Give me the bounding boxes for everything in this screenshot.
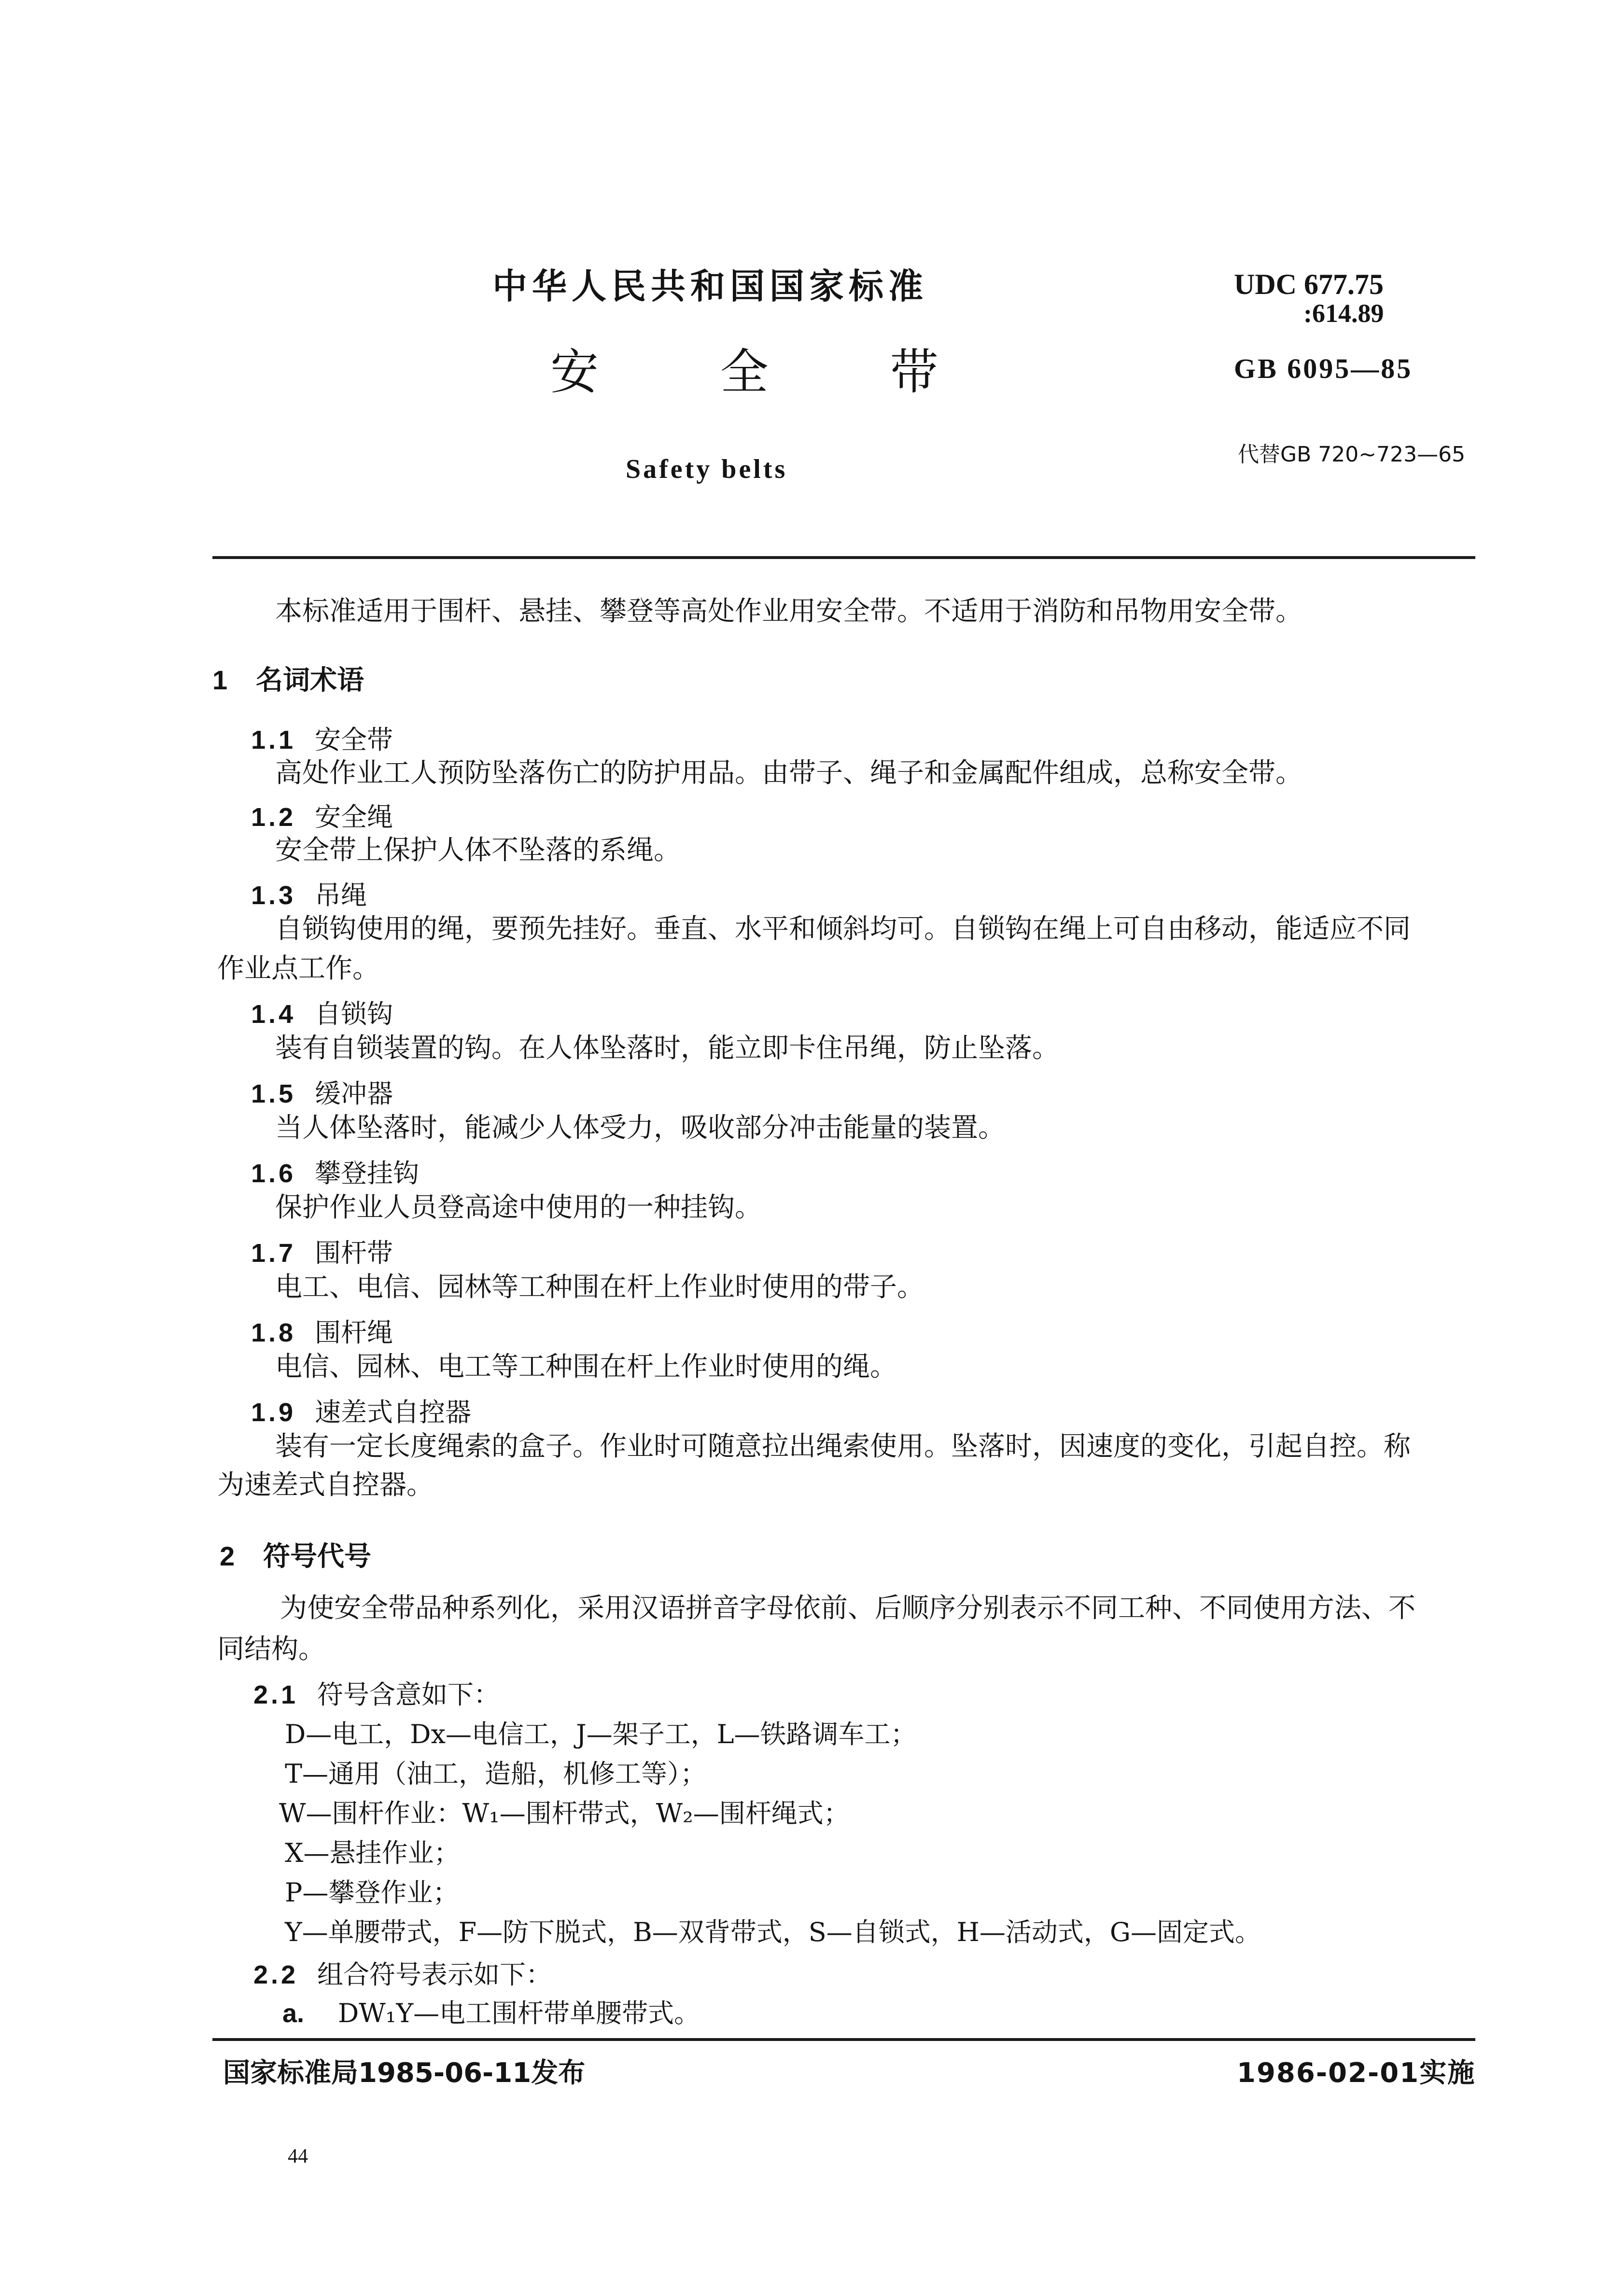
effective-date: 1986-02-01实施	[1237, 2057, 1476, 2089]
udc-code-line2: :614.89	[1303, 299, 1384, 328]
subsection-2-2: 2.2 组合符号表示如下：	[253, 1959, 552, 1990]
udc-code: UDC 677.75	[1234, 268, 1384, 300]
symbol-line-1: D—电工，Dx—电信工，J—架子工，L—铁路调车工；	[285, 1719, 917, 1749]
term-1-1: 1.1 安全带	[251, 725, 393, 755]
term-1-5: 1.5 缓冲器	[251, 1078, 393, 1109]
definition-1-1: 高处作业工人预防坠落伤亡的防护用品。由带子、绳子和金属配件组成，总称安全带。	[275, 757, 1302, 789]
section-2-paragraph-line1: 为使安全带品种系列化，采用汉语拼音字母依前、后顺序分别表示不同工种、不同使用方法、不	[280, 1593, 1415, 1624]
subsection-2-1: 2.1 符号含意如下：	[253, 1679, 500, 1710]
section-number: 2	[220, 1541, 235, 1571]
term-1-2: 1.2 安全绳	[251, 802, 393, 832]
term-1-4: 1.4 自锁钩	[251, 999, 393, 1029]
symbol-line-5: P—攀登作业；	[285, 1877, 459, 1908]
definition-1-6: 保护作业人员登高途中使用的一种挂钩。	[275, 1192, 762, 1223]
gb-code: GB 6095—85	[1234, 353, 1413, 384]
replaces-note: 代替GB 720~723—65	[1238, 442, 1466, 467]
section-1-heading	[212, 659, 364, 698]
definition-1-2: 安全带上保护人体不坠落的系绳。	[275, 835, 681, 866]
definition-1-7: 电工、电信、园林等工种围在杆上作业时使用的带子。	[275, 1272, 924, 1303]
definition-1-5: 当人体坠落时，能减少人体受力，吸收部分冲击能量的装置。	[275, 1112, 1005, 1144]
symbol-line-2: T—通用（油工，造船，机修工等）；	[285, 1759, 707, 1789]
symbol-line-4: X—悬挂作业；	[285, 1838, 460, 1868]
title-en: Safety belts	[626, 454, 788, 484]
title-cn: 安 全 带	[550, 344, 938, 400]
issue-date: 国家标准局1985-06-11发布	[223, 2057, 586, 2089]
definition-1-8: 电信、园林、电工等工种围在杆上作业时使用的绳。	[275, 1351, 897, 1383]
symbol-line-3: W—围杆作业：W₁—围杆带式，W₂—围杆绳式；	[279, 1798, 850, 1829]
section-2-paragraph-line2: 同结构。	[217, 1634, 325, 1665]
definition-1-9-line1: 装有一定长度绳索的盒子。作业时可随意拉出绳索使用。坠落时，因速度的变化，引起自控。称	[275, 1431, 1411, 1462]
definition-1-3-line1: 自锁钩使用的绳，要预先挂好。垂直、水平和倾斜均可。自锁钩在绳上可自由移动，能适应不同	[275, 913, 1411, 945]
section-title: 名词术语	[256, 665, 364, 696]
symbol-line-6: Y—单腰带式，F—防下脱式，B—双背带式，S—自锁式，H—活动式，G—固定式。	[285, 1917, 1261, 1947]
term-1-3: 1.3 吊绳	[251, 880, 367, 910]
page-number: 44	[288, 2145, 308, 2167]
definition-1-3-line2: 作业点工作。	[217, 953, 379, 984]
section-number: 1	[212, 665, 228, 695]
combination-item-a: a. DW₁Y—电工围杆带单腰带式。	[282, 1998, 700, 2028]
definition-1-9-line2: 为速差式自控器。	[217, 1469, 434, 1501]
term-1-8: 1.8 围杆绳	[251, 1317, 393, 1348]
term-1-9: 1.9 速差式自控器	[251, 1397, 471, 1427]
section-title: 符号代号	[263, 1541, 371, 1572]
intro-paragraph: 本标准适用于围杆、悬挂、攀登等高处作业用安全带。不适用于消防和吊物用安全带。	[275, 596, 1302, 627]
definition-1-4: 装有自锁装置的钩。在人体坠落时，能立即卡住吊绳，防止坠落。	[275, 1033, 1059, 1064]
standard-title: 中华人民共和国国家标准	[492, 266, 928, 307]
header-divider	[212, 556, 1475, 559]
term-1-6: 1.6 攀登挂钩	[251, 1158, 419, 1188]
section-2-heading	[220, 1535, 371, 1574]
term-1-7: 1.7 围杆带	[251, 1238, 393, 1268]
footer-divider	[212, 2038, 1475, 2041]
